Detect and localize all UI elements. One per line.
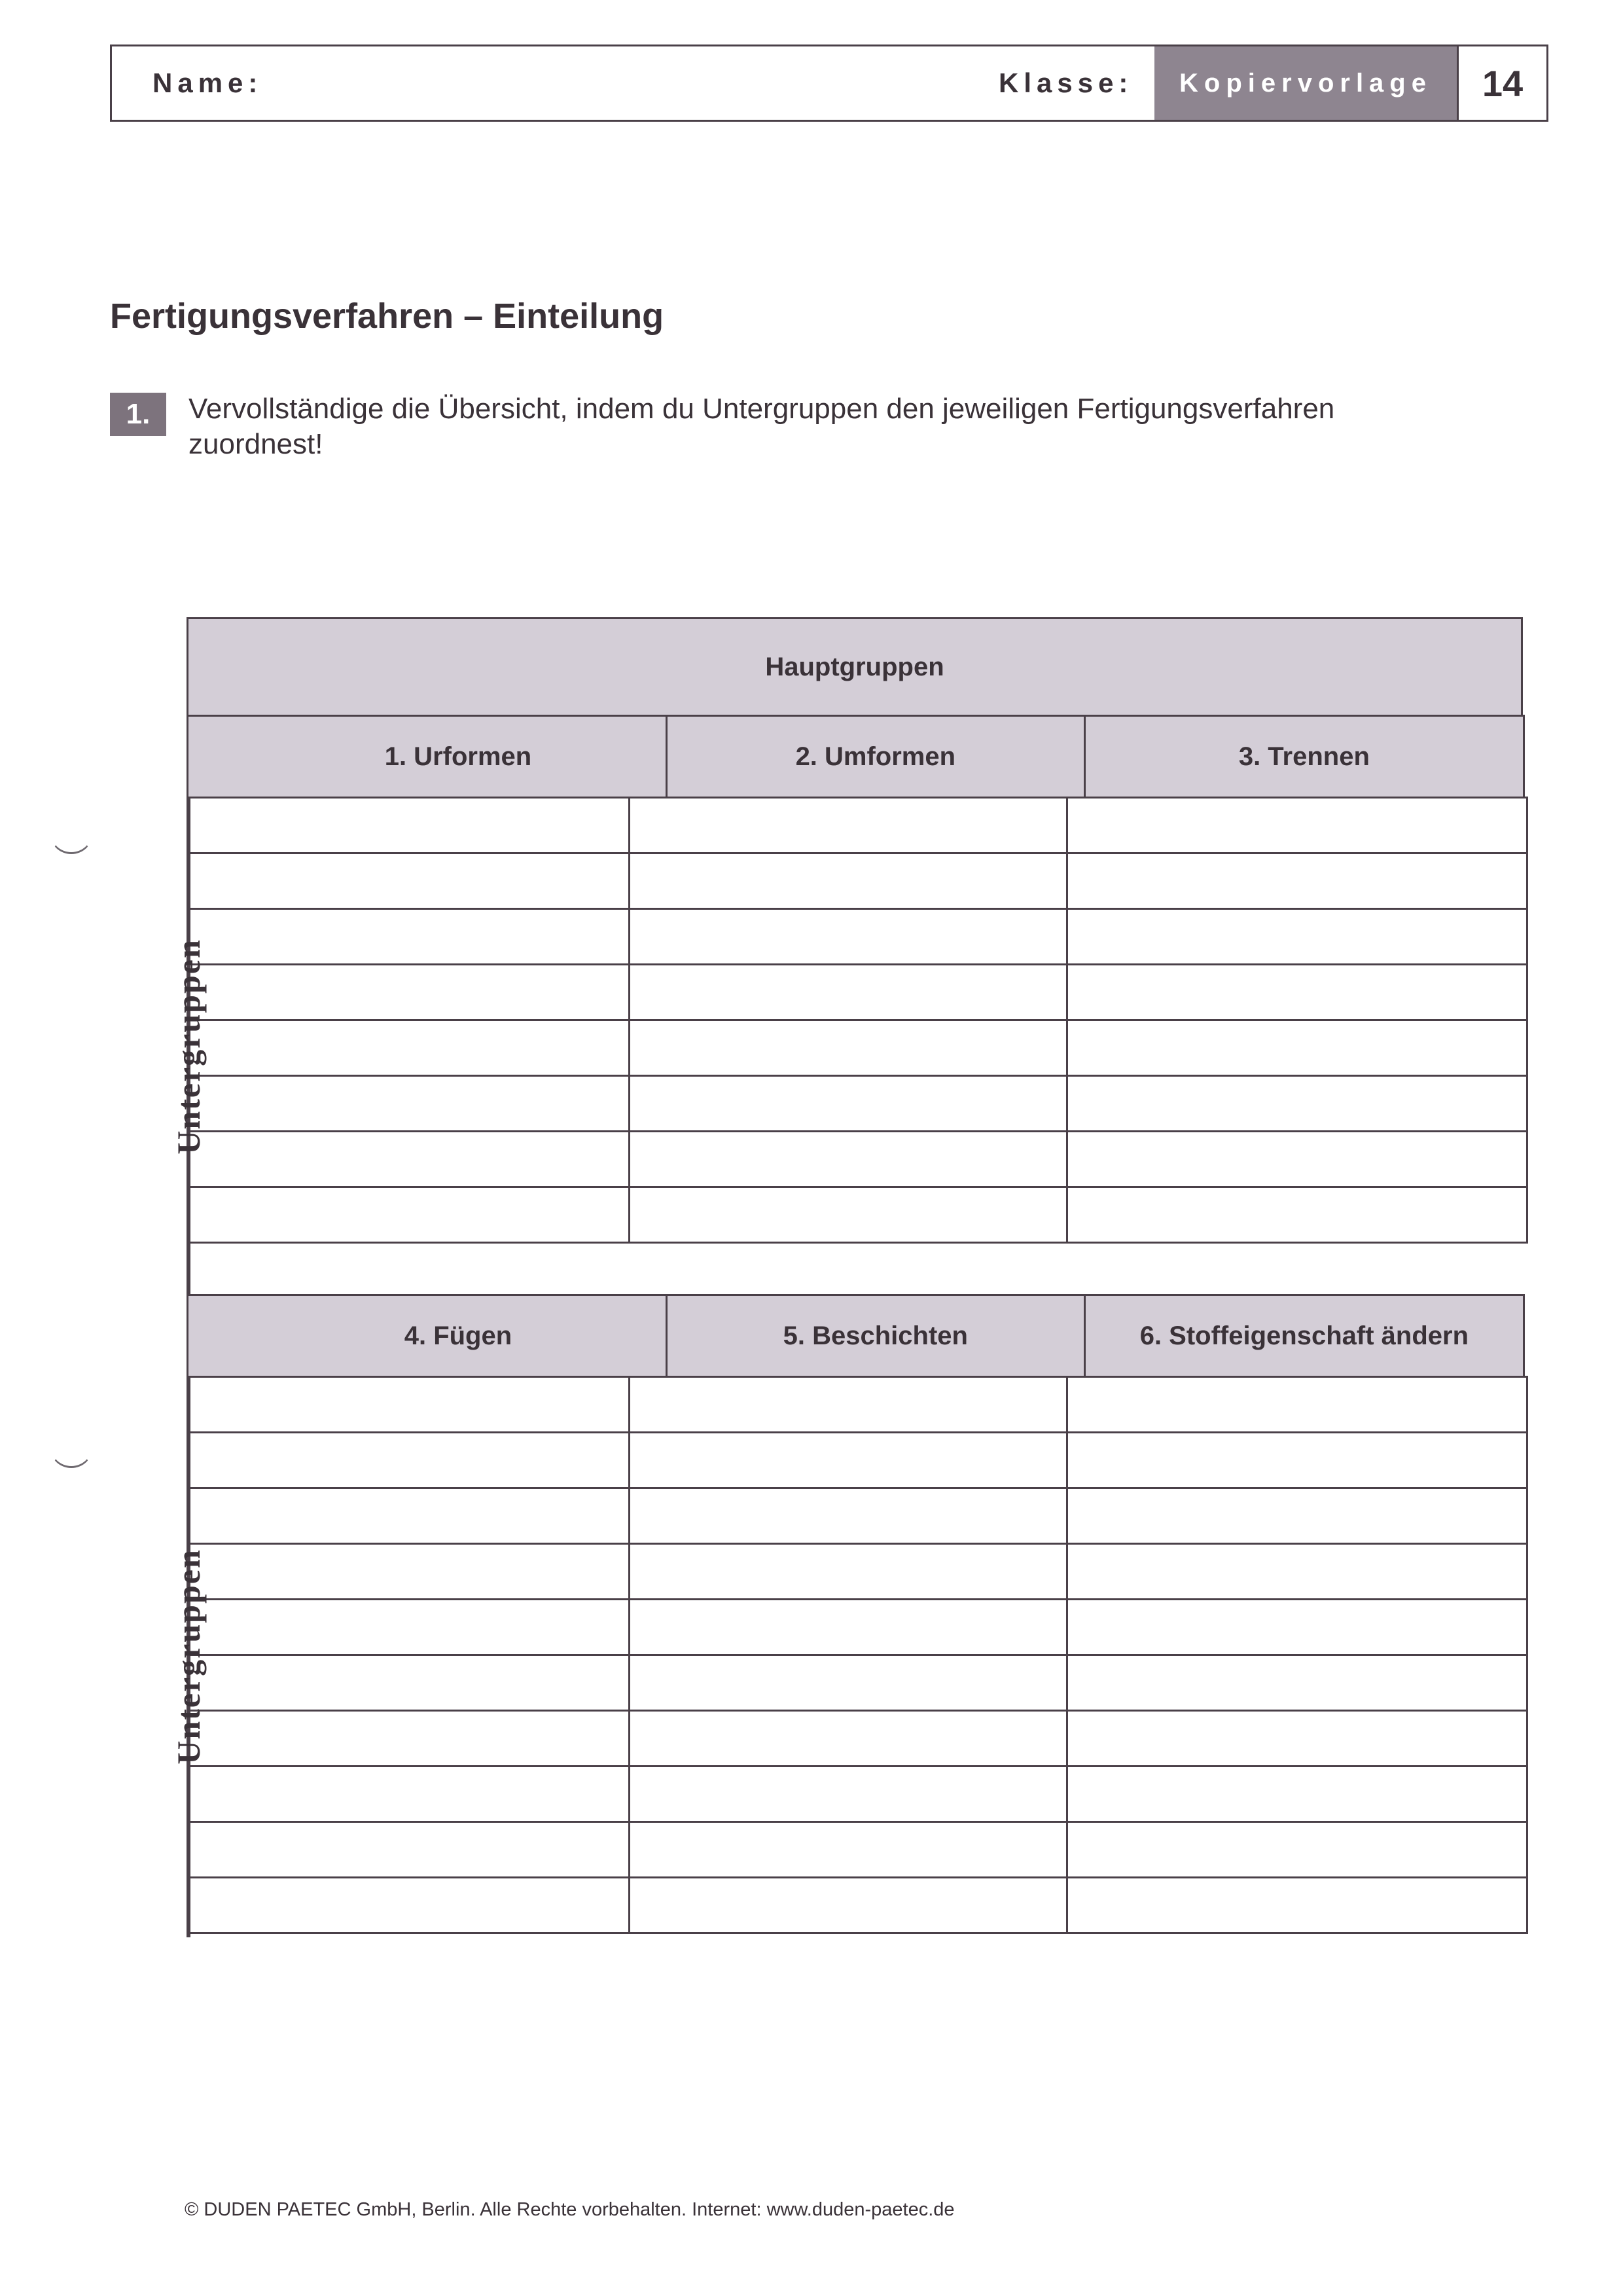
answer-cell[interactable]: [628, 1431, 1068, 1489]
answer-cell[interactable]: [188, 852, 630, 910]
answer-cell[interactable]: [188, 1710, 630, 1767]
answer-cell[interactable]: [188, 1821, 630, 1878]
punch-hole-top: [50, 812, 93, 854]
answer-cell[interactable]: [1066, 1876, 1528, 1934]
answer-cell[interactable]: [628, 1019, 1068, 1077]
answer-row: [190, 854, 1528, 910]
group-header-umformen: 2. Umformen: [666, 715, 1086, 798]
page-title: Fertigungsverfahren – Einteilung: [110, 296, 664, 336]
answer-cell[interactable]: [1066, 1075, 1528, 1132]
answer-cell[interactable]: [1066, 1598, 1528, 1656]
answer-cell[interactable]: [1066, 852, 1528, 910]
answer-row: [190, 1656, 1528, 1712]
answer-cell[interactable]: [1066, 797, 1528, 854]
answer-row: [190, 1433, 1528, 1489]
answer-cell[interactable]: [628, 797, 1068, 854]
main-group-header: Hauptgruppen: [187, 617, 1523, 717]
answer-cell[interactable]: [188, 1075, 630, 1132]
answer-cell[interactable]: [188, 1876, 630, 1934]
answer-cell[interactable]: [628, 1487, 1068, 1545]
answer-cell[interactable]: [1066, 1710, 1528, 1767]
answer-row: [190, 1077, 1528, 1132]
answer-cell[interactable]: [188, 1598, 630, 1656]
untergruppen-label: Untergruppen: [170, 1549, 207, 1765]
answer-row: [190, 1878, 1528, 1934]
answer-cell[interactable]: [628, 1821, 1068, 1878]
group-header-beschichten: 5. Beschichten: [666, 1294, 1086, 1378]
copyright-footer: © DUDEN PAETEC GmbH, Berlin. Alle Rechte vorbehalten. Internet: www.duden-paetec.de: [185, 2199, 955, 2220]
answer-cell[interactable]: [1066, 963, 1528, 1021]
name-field-label: Name:: [152, 67, 263, 98]
answer-cell[interactable]: [188, 1654, 630, 1712]
answer-cell[interactable]: [1066, 1765, 1528, 1823]
header-bar: [110, 45, 1548, 122]
answer-row: [190, 1378, 1528, 1433]
answer-cell[interactable]: [628, 1765, 1068, 1823]
answer-cell[interactable]: [628, 1075, 1068, 1132]
answer-row: [190, 1021, 1528, 1077]
answer-row: [190, 965, 1528, 1021]
group-header-trennen: 3. Trennen: [1084, 715, 1525, 798]
answer-cell[interactable]: [1066, 1019, 1528, 1077]
answer-cell[interactable]: [188, 1186, 630, 1244]
answer-cell[interactable]: [628, 1710, 1068, 1767]
answer-cell[interactable]: [188, 1487, 630, 1545]
answer-cell[interactable]: [628, 1598, 1068, 1656]
answer-row: [190, 1712, 1528, 1767]
group-header-stoffeigenschaft: 6. Stoffeigenschaft ändern: [1084, 1294, 1525, 1378]
page-number: 14: [1457, 46, 1546, 120]
answer-cell[interactable]: [1066, 1654, 1528, 1712]
answer-cell[interactable]: [628, 1376, 1068, 1433]
bottom-subgroup-block: [170, 1378, 1525, 1937]
answer-cell[interactable]: [188, 1130, 630, 1188]
answer-cell[interactable]: [1066, 1543, 1528, 1600]
answer-cell[interactable]: [188, 963, 630, 1021]
answer-cell[interactable]: [628, 1130, 1068, 1188]
group-header-urformen: 1. Urformen: [187, 715, 668, 798]
answer-cell[interactable]: [1066, 1431, 1528, 1489]
group-header-fuegen: 4. Fügen: [187, 1294, 668, 1378]
answer-row: [190, 1188, 1528, 1244]
answer-cell[interactable]: [1066, 908, 1528, 965]
answer-cell[interactable]: [188, 1376, 630, 1433]
answer-row: [190, 1600, 1528, 1656]
answer-cell[interactable]: [628, 1876, 1068, 1934]
answer-cell[interactable]: [188, 797, 630, 854]
answer-cell[interactable]: [1066, 1376, 1528, 1433]
answer-cell[interactable]: [628, 908, 1068, 965]
side-label-top: [170, 797, 207, 1296]
answer-cell[interactable]: [1066, 1487, 1528, 1545]
answer-cell[interactable]: [628, 1186, 1068, 1244]
answer-cell[interactable]: [628, 1654, 1068, 1712]
answer-row: [190, 798, 1528, 854]
task-instruction: Vervollständige die Übersicht, indem du Untergruppen den jeweiligen Fertigungsverfahren zuordnest!: [188, 393, 1335, 460]
answer-cell[interactable]: [188, 1019, 630, 1077]
kopiervorlage-badge: Kopiervorlage: [1154, 46, 1457, 120]
untergruppen-label: Untergruppen: [170, 938, 207, 1155]
answer-cell[interactable]: [1066, 1130, 1528, 1188]
answer-row: [190, 1823, 1528, 1878]
answer-row: [190, 1545, 1528, 1600]
answer-cell[interactable]: [628, 963, 1068, 1021]
punch-hole-bottom: [50, 1426, 93, 1468]
answer-cell[interactable]: [188, 1543, 630, 1600]
answer-cell[interactable]: [188, 1431, 630, 1489]
side-label-bottom: [170, 1376, 207, 1937]
classification-table: [170, 619, 1525, 1937]
answer-cell[interactable]: [188, 1765, 630, 1823]
answer-cell[interactable]: [628, 852, 1068, 910]
klasse-field-label: Klasse:: [999, 67, 1133, 98]
answer-row: [190, 910, 1528, 965]
answer-row: [190, 1489, 1528, 1545]
blank-rows-top: [190, 798, 1528, 1296]
answer-cell[interactable]: [188, 908, 630, 965]
answer-cell[interactable]: [1066, 1186, 1528, 1244]
top-subgroup-block: [170, 798, 1525, 1296]
task-number-badge: 1.: [110, 393, 166, 436]
answer-row: [190, 1767, 1528, 1823]
answer-row: [190, 1132, 1528, 1188]
answer-cell[interactable]: [628, 1543, 1068, 1600]
answer-cell[interactable]: [1066, 1821, 1528, 1878]
blank-rows-bottom: [190, 1378, 1528, 1937]
